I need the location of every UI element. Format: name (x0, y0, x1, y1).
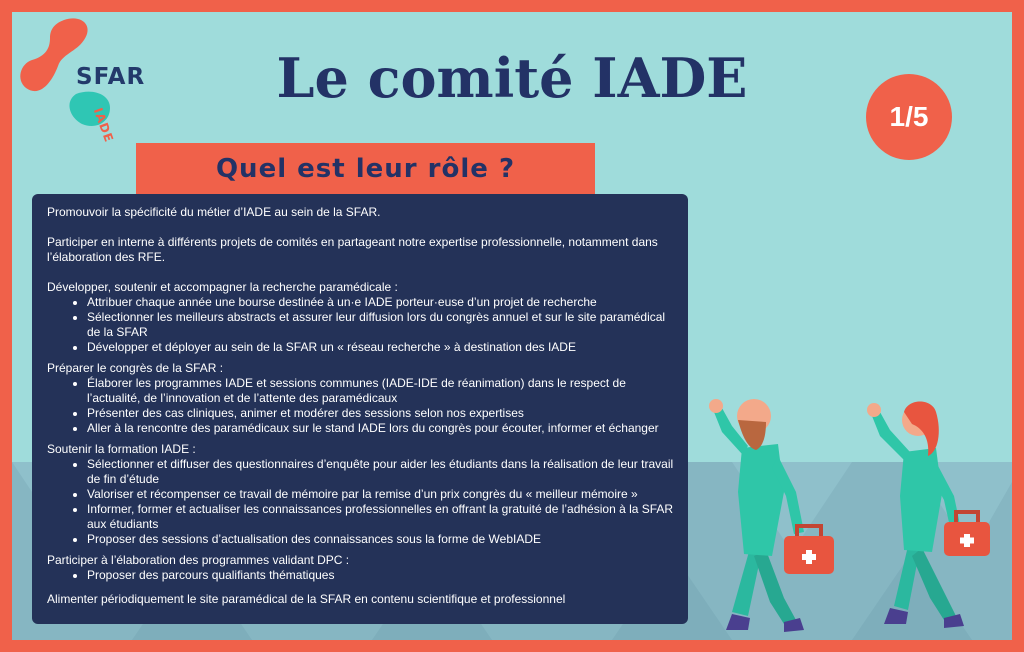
content-panel (32, 194, 688, 624)
section-list (47, 376, 674, 436)
list-item: • Présenter des cas cliniques, animer et modérer des sessions selon nos expertises (87, 406, 674, 421)
male-nurse-figure (709, 399, 834, 632)
slide-background (12, 12, 1012, 640)
list-item: • Élaborer les programmes IADE et sessions communes (IADE-IDE de réanimation) dans le respect de l’actualité, de l’innovation et de l’attente des paramédicaux (87, 376, 674, 406)
section-heading: Soutenir la formation IADE : (47, 442, 196, 456)
section-heading: Développer, soutenir et accompagner la recherche paramédicale : (47, 280, 398, 294)
section-heading: Participer à l’élaboration des programmes validant DPC : (47, 553, 350, 567)
subtitle-banner (136, 143, 595, 195)
page-title: Le comité IADE (276, 46, 748, 110)
intro-paragraph: Participer en interne à différents projets de comités en partageant notre expertise professionnelle, notamment dans l’élaboration des RFE. (47, 235, 658, 264)
subtitle: Quel est leur rôle ? (215, 154, 516, 184)
list-item: • Aller à la rencontre des paramédicaux sur le stand IADE lors du congrès pour écouter, informer et échanger (87, 421, 674, 436)
page-indicator-badge: 1/5 (866, 74, 952, 160)
intro-paragraph: Promouvoir la spécificité du métier d’IADE au sein de la SFAR. (47, 205, 381, 219)
logo-sub-text: IADE (90, 106, 117, 145)
list-item: • Proposer des parcours qualifiants thématiques (87, 568, 674, 583)
list-item: • Attribuer chaque année une bourse destinée à un·e IADE porteur·euse d’un projet de recherche (87, 295, 674, 310)
list-item: • Proposer des sessions d’actualisation des connaissances sous la forme de WebIADE (87, 532, 674, 547)
nurses-illustration (692, 372, 1012, 640)
list-item: • Sélectionner et diffuser des questionnaires d’enquête pour aider les étudiants dans la réalisation de leur travail de fin d’étude (87, 457, 674, 487)
section-list (47, 457, 674, 547)
section-list (47, 568, 674, 583)
list-item: • Développer et déployer au sein de la SFAR un « réseau recherche » à destination des IADE (87, 340, 674, 355)
logo-brand-text: SFAR (76, 64, 146, 90)
section-heading: Préparer le congrès de la SFAR : (47, 361, 224, 375)
section-list (47, 295, 674, 355)
female-nurse-figure (867, 402, 990, 629)
list-item: • Sélectionner les meilleurs abstracts et assurer leur diffusion lors du congrès annuel et sur le site paramédical de la SFAR (87, 310, 674, 340)
closing-paragraph: Alimenter périodiquement le site paramédical de la SFAR en contenu scientifique et professionnel (47, 592, 566, 606)
list-item: • Informer, former et actualiser les connaissances professionnelles en offrant la gratuité de l’adhésion à la SFAR aux étudiants (87, 502, 674, 532)
list-item: • Valoriser et récompenser ce travail de mémoire par la remise d’un prix congrès du « meilleur mémoire » (87, 487, 674, 502)
